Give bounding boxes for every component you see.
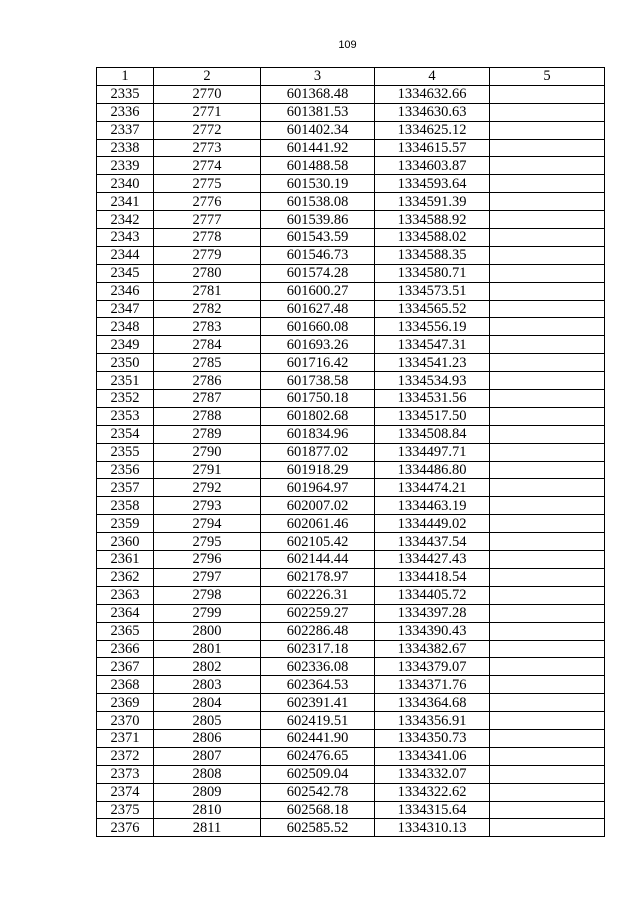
table-cell — [490, 604, 605, 622]
table-cell: 2373 — [97, 765, 154, 783]
table-cell — [490, 175, 605, 193]
table-cell — [490, 139, 605, 157]
table-cell: 1334382.67 — [375, 640, 490, 658]
table-cell: 1334593.64 — [375, 175, 490, 193]
table-cell: 2786 — [154, 372, 261, 390]
table-row — [97, 658, 605, 676]
table-cell: 1334379.07 — [375, 658, 490, 676]
table-cell: 2370 — [97, 712, 154, 730]
table-cell: 2347 — [97, 300, 154, 318]
table-cell: 2789 — [154, 425, 261, 443]
table-cell: 602007.02 — [261, 497, 375, 515]
table-cell — [490, 193, 605, 211]
table-cell: 2376 — [97, 819, 154, 837]
table-cell — [490, 712, 605, 730]
table-cell: 601716.42 — [261, 354, 375, 372]
table-row — [97, 85, 605, 103]
column-header: 3 — [261, 68, 375, 86]
table-row — [97, 246, 605, 264]
table-row — [97, 712, 605, 730]
table-row — [97, 193, 605, 211]
table-cell: 2356 — [97, 461, 154, 479]
table-cell: 602542.78 — [261, 783, 375, 801]
table-cell: 1334630.63 — [375, 103, 490, 121]
table-cell: 1334322.62 — [375, 783, 490, 801]
table-cell: 2343 — [97, 229, 154, 247]
table-row — [97, 640, 605, 658]
table-cell: 2340 — [97, 175, 154, 193]
table-cell: 2797 — [154, 568, 261, 586]
table-cell — [490, 121, 605, 139]
table-cell — [490, 676, 605, 694]
table-cell: 1334588.92 — [375, 211, 490, 229]
table-cell: 601441.92 — [261, 139, 375, 157]
header-row — [97, 68, 605, 86]
table-cell: 601834.96 — [261, 425, 375, 443]
table-cell — [490, 246, 605, 264]
table-cell: 1334486.80 — [375, 461, 490, 479]
table-cell — [490, 300, 605, 318]
table-row — [97, 103, 605, 121]
table-cell: 1334603.87 — [375, 157, 490, 175]
table-cell: 2341 — [97, 193, 154, 211]
table-cell: 2795 — [154, 533, 261, 551]
table-cell: 601877.02 — [261, 443, 375, 461]
table-cell: 601660.08 — [261, 318, 375, 336]
table-cell: 1334591.39 — [375, 193, 490, 211]
table-cell: 601539.86 — [261, 211, 375, 229]
table-cell: 602476.65 — [261, 747, 375, 765]
table-cell: 602391.41 — [261, 694, 375, 712]
table-cell: 2783 — [154, 318, 261, 336]
table-row — [97, 229, 605, 247]
table-cell: 2339 — [97, 157, 154, 175]
table-cell: 2772 — [154, 121, 261, 139]
table-cell: 2363 — [97, 586, 154, 604]
table-row — [97, 390, 605, 408]
table-body — [97, 85, 605, 836]
table-cell — [490, 354, 605, 372]
table-cell: 2375 — [97, 801, 154, 819]
table-row — [97, 264, 605, 282]
table-row — [97, 533, 605, 551]
table-cell — [490, 801, 605, 819]
table-cell: 601368.48 — [261, 85, 375, 103]
table-row — [97, 425, 605, 443]
table-cell: 2338 — [97, 139, 154, 157]
table-cell: 2809 — [154, 783, 261, 801]
table-cell — [490, 694, 605, 712]
table-row — [97, 443, 605, 461]
table-cell — [490, 372, 605, 390]
table-cell: 2811 — [154, 819, 261, 837]
table-cell: 602419.51 — [261, 712, 375, 730]
table-row — [97, 157, 605, 175]
table-cell — [490, 497, 605, 515]
table-row — [97, 461, 605, 479]
table-cell — [490, 622, 605, 640]
table-cell: 2335 — [97, 85, 154, 103]
table-cell: 1334565.52 — [375, 300, 490, 318]
table-cell: 601750.18 — [261, 390, 375, 408]
table-cell: 601546.73 — [261, 246, 375, 264]
table-row — [97, 479, 605, 497]
table-cell: 601600.27 — [261, 282, 375, 300]
table-cell: 601574.28 — [261, 264, 375, 282]
table-cell: 1334497.71 — [375, 443, 490, 461]
table-row — [97, 282, 605, 300]
table-cell: 601381.53 — [261, 103, 375, 121]
table-cell — [490, 747, 605, 765]
table-cell: 2791 — [154, 461, 261, 479]
table-cell: 2800 — [154, 622, 261, 640]
table-cell: 1334397.28 — [375, 604, 490, 622]
table-row — [97, 819, 605, 837]
table-cell: 2782 — [154, 300, 261, 318]
table-cell — [490, 157, 605, 175]
table-cell: 1334615.57 — [375, 139, 490, 157]
table-cell: 2362 — [97, 568, 154, 586]
table-cell: 1334588.02 — [375, 229, 490, 247]
table-cell: 2371 — [97, 729, 154, 747]
table-row — [97, 175, 605, 193]
table-cell: 1334531.56 — [375, 390, 490, 408]
table-row — [97, 354, 605, 372]
table-cell: 1334547.31 — [375, 336, 490, 354]
table-cell: 2807 — [154, 747, 261, 765]
table-row — [97, 515, 605, 533]
table-row — [97, 676, 605, 694]
table-cell — [490, 658, 605, 676]
table-cell: 2780 — [154, 264, 261, 282]
table-cell: 2798 — [154, 586, 261, 604]
table-cell: 2360 — [97, 533, 154, 551]
table-cell: 2808 — [154, 765, 261, 783]
table-cell: 1334534.93 — [375, 372, 490, 390]
table-cell: 2357 — [97, 479, 154, 497]
table-cell: 601693.26 — [261, 336, 375, 354]
table-cell: 2344 — [97, 246, 154, 264]
table-cell: 1334371.76 — [375, 676, 490, 694]
table-cell: 601918.29 — [261, 461, 375, 479]
table-cell: 2365 — [97, 622, 154, 640]
table-cell: 2806 — [154, 729, 261, 747]
table-cell: 2774 — [154, 157, 261, 175]
table-cell: 1334418.54 — [375, 568, 490, 586]
table-cell: 601802.68 — [261, 407, 375, 425]
table-cell: 2793 — [154, 497, 261, 515]
table-cell: 2787 — [154, 390, 261, 408]
table-cell — [490, 515, 605, 533]
table-cell: 602061.46 — [261, 515, 375, 533]
table-cell: 2364 — [97, 604, 154, 622]
table-row — [97, 604, 605, 622]
table-cell: 1334350.73 — [375, 729, 490, 747]
table-cell: 601543.59 — [261, 229, 375, 247]
table-cell: 1334437.54 — [375, 533, 490, 551]
table-cell — [490, 783, 605, 801]
table-cell: 2794 — [154, 515, 261, 533]
table-cell: 2796 — [154, 551, 261, 569]
table-row — [97, 497, 605, 515]
table-row — [97, 318, 605, 336]
table-row — [97, 336, 605, 354]
table-cell: 601627.48 — [261, 300, 375, 318]
table-cell: 1334427.43 — [375, 551, 490, 569]
table-cell — [490, 211, 605, 229]
table-cell: 2358 — [97, 497, 154, 515]
table-cell — [490, 551, 605, 569]
table-cell — [490, 729, 605, 747]
table-cell: 1334580.71 — [375, 264, 490, 282]
table-row — [97, 783, 605, 801]
table-cell: 2346 — [97, 282, 154, 300]
table-cell: 2773 — [154, 139, 261, 157]
table-row — [97, 694, 605, 712]
table-cell: 2352 — [97, 390, 154, 408]
table-cell — [490, 568, 605, 586]
table-cell: 2771 — [154, 103, 261, 121]
column-header: 4 — [375, 68, 490, 86]
table-cell — [490, 819, 605, 837]
table-cell: 1334390.43 — [375, 622, 490, 640]
table-cell: 2348 — [97, 318, 154, 336]
table-cell: 2790 — [154, 443, 261, 461]
table-cell: 2775 — [154, 175, 261, 193]
table-cell — [490, 103, 605, 121]
table-cell: 601738.58 — [261, 372, 375, 390]
table-row — [97, 121, 605, 139]
table-cell: 2337 — [97, 121, 154, 139]
table-cell: 1334625.12 — [375, 121, 490, 139]
table-cell: 1334632.66 — [375, 85, 490, 103]
table-cell: 1334449.02 — [375, 515, 490, 533]
table-cell — [490, 640, 605, 658]
table-cell: 602364.53 — [261, 676, 375, 694]
table-row — [97, 407, 605, 425]
column-header: 2 — [154, 68, 261, 86]
table-cell: 601538.08 — [261, 193, 375, 211]
table-cell: 601964.97 — [261, 479, 375, 497]
table-cell: 2342 — [97, 211, 154, 229]
table-cell: 2779 — [154, 246, 261, 264]
table-cell: 602105.42 — [261, 533, 375, 551]
table-cell: 1334463.19 — [375, 497, 490, 515]
table-cell — [490, 336, 605, 354]
table-cell: 2802 — [154, 658, 261, 676]
table-cell: 602226.31 — [261, 586, 375, 604]
column-header: 5 — [490, 68, 605, 86]
table-cell — [490, 282, 605, 300]
table-cell — [490, 390, 605, 408]
table-row — [97, 729, 605, 747]
table-cell: 601402.34 — [261, 121, 375, 139]
table-cell: 602317.18 — [261, 640, 375, 658]
table-cell: 2361 — [97, 551, 154, 569]
table-cell: 2354 — [97, 425, 154, 443]
table-cell: 2799 — [154, 604, 261, 622]
table-cell — [490, 407, 605, 425]
table-cell: 2374 — [97, 783, 154, 801]
table-cell: 1334310.13 — [375, 819, 490, 837]
table-cell: 2350 — [97, 354, 154, 372]
table-row — [97, 211, 605, 229]
table-cell: 2785 — [154, 354, 261, 372]
table-cell: 1334588.35 — [375, 246, 490, 264]
table-cell: 2366 — [97, 640, 154, 658]
table-cell: 2359 — [97, 515, 154, 533]
coordinates-table — [96, 67, 605, 837]
table-row — [97, 568, 605, 586]
table-cell: 2372 — [97, 747, 154, 765]
table-cell — [490, 85, 605, 103]
table-cell — [490, 533, 605, 551]
table-cell: 2355 — [97, 443, 154, 461]
table-cell — [490, 318, 605, 336]
table-cell: 2367 — [97, 658, 154, 676]
table-row — [97, 765, 605, 783]
table-cell: 2803 — [154, 676, 261, 694]
table-cell: 2804 — [154, 694, 261, 712]
table-cell: 2792 — [154, 479, 261, 497]
table-cell: 2336 — [97, 103, 154, 121]
table-row — [97, 801, 605, 819]
table-cell: 2781 — [154, 282, 261, 300]
table-cell: 2784 — [154, 336, 261, 354]
table-row — [97, 551, 605, 569]
table-cell: 2770 — [154, 85, 261, 103]
table-cell: 602144.44 — [261, 551, 375, 569]
column-header: 1 — [97, 68, 154, 86]
table-cell: 2351 — [97, 372, 154, 390]
table-cell: 2369 — [97, 694, 154, 712]
table-cell: 602509.04 — [261, 765, 375, 783]
table-cell — [490, 461, 605, 479]
table-cell — [490, 425, 605, 443]
table-cell — [490, 229, 605, 247]
table-cell: 602286.48 — [261, 622, 375, 640]
table-cell: 601488.58 — [261, 157, 375, 175]
table-cell: 1334341.06 — [375, 747, 490, 765]
table-row — [97, 586, 605, 604]
table-cell: 2810 — [154, 801, 261, 819]
table-cell: 601530.19 — [261, 175, 375, 193]
table-cell: 1334517.50 — [375, 407, 490, 425]
table-cell: 1334405.72 — [375, 586, 490, 604]
table-cell: 1334541.23 — [375, 354, 490, 372]
page-number: 109 — [338, 39, 357, 51]
table-row — [97, 747, 605, 765]
table-cell: 1334556.19 — [375, 318, 490, 336]
table-cell: 1334315.64 — [375, 801, 490, 819]
table-row — [97, 372, 605, 390]
table-cell: 2349 — [97, 336, 154, 354]
table-cell: 2805 — [154, 712, 261, 730]
table-cell: 602441.90 — [261, 729, 375, 747]
table-cell: 602336.08 — [261, 658, 375, 676]
table-row — [97, 139, 605, 157]
table-cell: 2776 — [154, 193, 261, 211]
table-cell: 2368 — [97, 676, 154, 694]
table-cell: 1334508.84 — [375, 425, 490, 443]
table-cell — [490, 264, 605, 282]
table-cell — [490, 765, 605, 783]
table-cell — [490, 443, 605, 461]
table-cell: 1334364.68 — [375, 694, 490, 712]
table-cell: 602178.97 — [261, 568, 375, 586]
table-row — [97, 622, 605, 640]
table-cell: 602585.52 — [261, 819, 375, 837]
table-cell: 602568.18 — [261, 801, 375, 819]
table-cell — [490, 586, 605, 604]
table-cell: 2345 — [97, 264, 154, 282]
table-cell: 2801 — [154, 640, 261, 658]
table-cell: 2777 — [154, 211, 261, 229]
table-cell: 1334474.21 — [375, 479, 490, 497]
table-cell: 602259.27 — [261, 604, 375, 622]
table-cell: 1334573.51 — [375, 282, 490, 300]
table-cell: 2778 — [154, 229, 261, 247]
table-cell: 1334332.07 — [375, 765, 490, 783]
table-row — [97, 300, 605, 318]
table-cell — [490, 479, 605, 497]
table-cell: 2353 — [97, 407, 154, 425]
table-cell: 2788 — [154, 407, 261, 425]
table-cell: 1334356.91 — [375, 712, 490, 730]
